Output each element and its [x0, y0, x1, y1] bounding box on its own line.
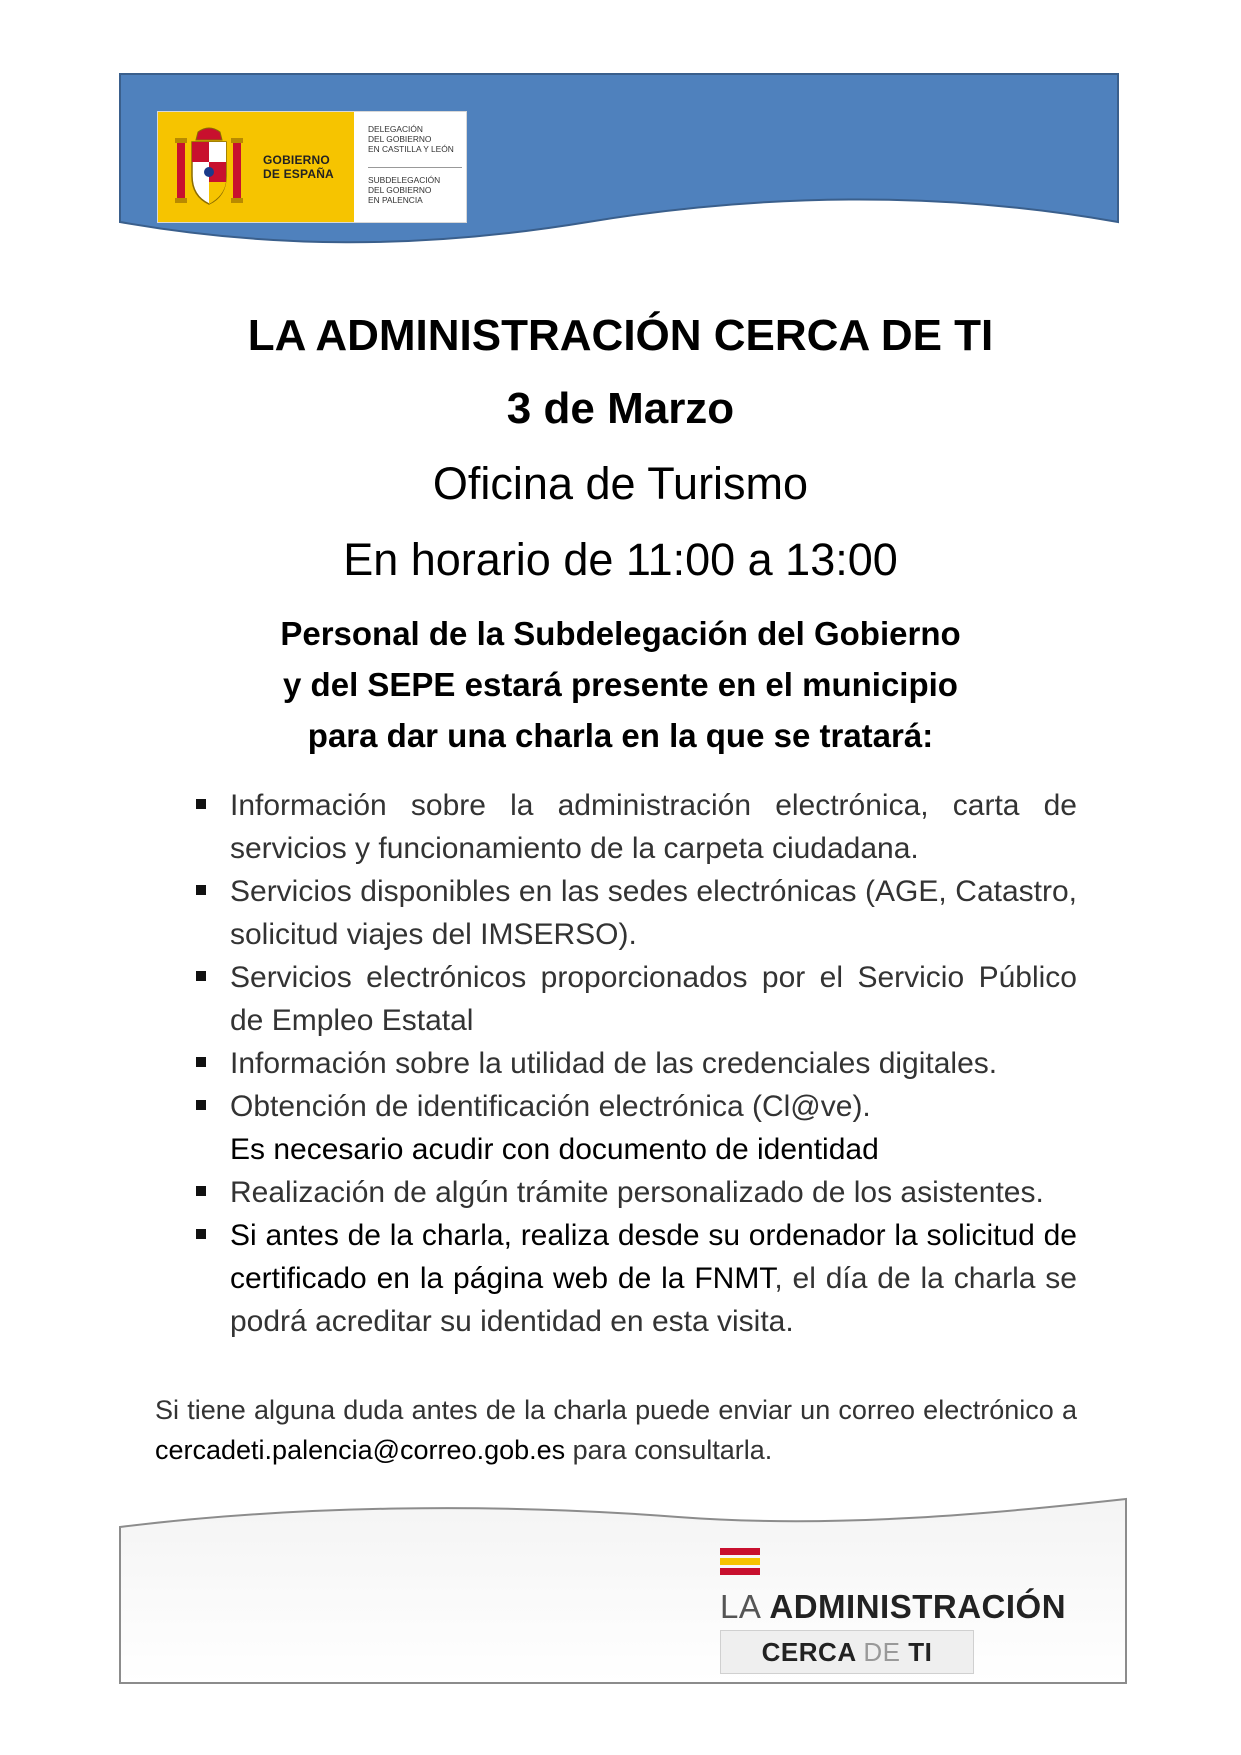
government-logo-yellow-panel — [158, 112, 354, 222]
brand-administracion: ADMINISTRACIÓN — [769, 1588, 1067, 1625]
topics-list — [195, 784, 1077, 1343]
topic-text: Información sobre la administración electrónica, carta de servicios y funcionamiento de la carpeta ciudadana. — [230, 789, 1077, 865]
government-logo — [158, 112, 466, 222]
topic-strong-text: Si antes de la charla, realiza desde su ordenador la solicitud de certificado en la página web de la FNMT — [230, 1219, 1077, 1295]
delegacion-line-2: DEL GOBIERNO — [368, 134, 432, 144]
bullet-icon — [196, 971, 206, 981]
main-title: LA ADMINISTRACIÓN CERCA DE TI — [247, 311, 994, 360]
contact-note-text: Si tiene alguna duda antes de la charla puede enviar un correo electrónico a — [155, 1395, 1077, 1425]
bullet-icon — [196, 885, 206, 895]
list-item — [195, 1171, 1077, 1214]
subdelegacion-label — [368, 175, 440, 205]
coat-of-arms-icon — [174, 124, 244, 210]
bullet-icon — [196, 799, 206, 809]
list-item — [195, 784, 1077, 870]
bullet-icon — [196, 1229, 206, 1239]
contact-note-text-end: para consultarla. — [565, 1435, 773, 1465]
topic-text: Obtención de identificación electrónica (Cl@ve). — [230, 1090, 871, 1123]
list-item — [195, 1085, 1077, 1171]
intro-line-1: Personal de la Subdelegación del Gobierno — [280, 615, 961, 652]
subdelegacion-line-1: SUBDELEGACIÓN — [368, 175, 441, 185]
intro-text — [0, 608, 1241, 761]
list-item — [195, 870, 1077, 956]
brand-subtitle-box — [720, 1630, 974, 1674]
bullet-icon — [196, 1186, 206, 1196]
topic-text: Servicios disponibles en las sedes electrónicas (AGE, Catastro, solicitud viajes del IMSERSO). — [230, 875, 1077, 951]
event-date: 3 de Marzo — [506, 384, 735, 433]
brand-de: DE — [863, 1637, 901, 1667]
government-logo-text-panel — [358, 112, 466, 222]
brand-ti: TI — [908, 1637, 933, 1667]
brand-la: LA — [720, 1588, 762, 1625]
flag-stripe-red-top — [720, 1548, 760, 1555]
intro-line-2: y del SEPE estará presente en el municipio — [283, 666, 958, 703]
brand-title — [720, 1588, 1066, 1626]
contact-email-link[interactable]: cercadeti.palencia@correo.gob.es — [155, 1435, 566, 1465]
bullet-icon — [196, 1057, 206, 1067]
flag-stripe-yellow — [720, 1558, 760, 1565]
contact-note — [155, 1390, 1077, 1470]
list-item — [195, 956, 1077, 1042]
intro-line-3: para dar una charla en la que se tratará: — [307, 717, 934, 754]
cerca-de-ti-logo — [720, 1548, 1120, 1673]
list-item — [195, 1042, 1077, 1085]
delegacion-line-3: EN CASTILLA Y LEÓN — [368, 144, 454, 154]
title-block — [0, 300, 1241, 598]
subdelegacion-line-2: DEL GOBIERNO — [368, 185, 432, 195]
government-name-line-2: DE ESPAÑA — [263, 167, 334, 181]
list-item — [195, 1214, 1077, 1343]
delegacion-line-1: DELEGACIÓN — [368, 124, 423, 134]
topic-note: Es necesario acudir con documento de identidad — [230, 1133, 879, 1166]
bullet-icon — [196, 1100, 206, 1110]
logo-divider — [368, 167, 462, 168]
government-name — [263, 153, 334, 181]
government-name-line-1: GOBIERNO — [263, 153, 330, 167]
event-location: Oficina de Turismo — [432, 458, 809, 509]
topic-text: Servicios electrónicos proporcionados por el Servicio Público de Empleo Estatal — [230, 961, 1077, 1037]
topic-text: , el día de la charla se podrá acreditar su identidad en esta visita. — [230, 1262, 1077, 1338]
topic-text: Realización de algún trámite personalizado de los asistentes. — [230, 1176, 1044, 1209]
flag-stripe-red-bottom — [720, 1568, 760, 1575]
brand-cerca: CERCA — [761, 1637, 856, 1667]
topic-text: Información sobre la utilidad de las credenciales digitales. — [230, 1047, 998, 1080]
event-schedule: En horario de 11:00 a 13:00 — [343, 534, 898, 585]
subdelegacion-line-3: EN PALENCIA — [368, 195, 423, 205]
delegacion-label — [368, 124, 454, 154]
